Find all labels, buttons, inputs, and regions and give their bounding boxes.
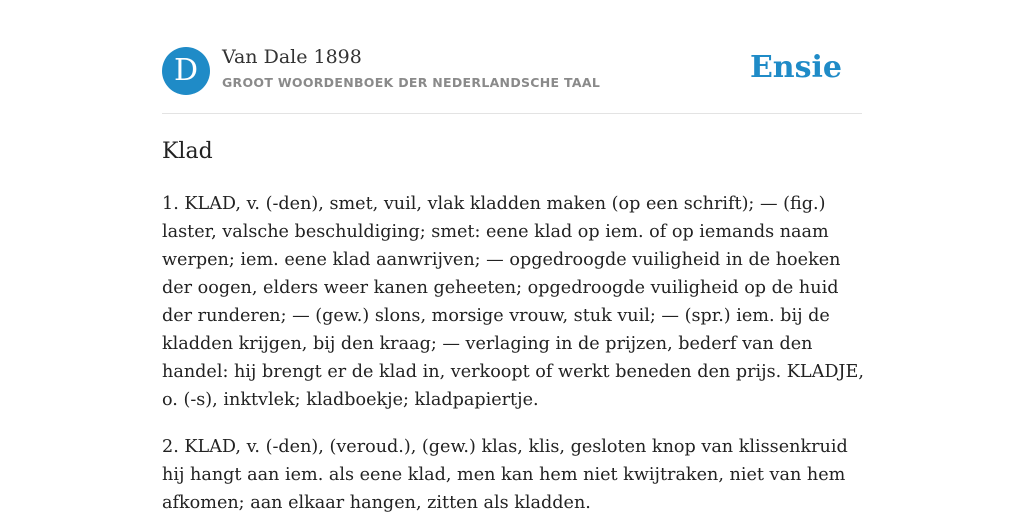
entry-title: Klad bbox=[162, 139, 213, 164]
header bbox=[162, 0, 862, 114]
definition-1: 1. KLAD, v. (-den), smet, vuil, vlak kladden maken (op een schrift); — (fig.) laster, valsche beschuldiging; smet: eene klad op iem. of op iemands naam werpen; iem. eene klad aanwrijven; — opgedroogde vuiligheid in de hoeken der oogen, elders weer kanen geheeten; opgedroogde vuiligheid op de huid der runderen; — (gew.) slons, morsige vrouw, stuk vuil; — (spr.) iem. bij de kladden krijgen, bij den kraag; — verlaging in de prijzen, bederf van den handel: hij brengt er de klad in, verkoopt of werkt beneden den prijs. KLADJE, o. (-s), inktvlek; kladboekje; kladpapiertje. bbox=[162, 194, 864, 410]
dictionary-avatar[interactable]: D bbox=[162, 47, 210, 95]
definition-2: 2. KLAD, v. (-den), (veroud.), (gew.) klas, klis, gesloten knop van klissenkruid hij hangt aan iem. als eene klad, men kan hem niet kwijtraken, niet van hem afkomen; aan elkaar hangen, zitten als kladden. bbox=[162, 437, 848, 512]
dictionary-subtitle: GROOT WOORDENBOEK DER NEDERLANDSCHE TAAL bbox=[222, 75, 601, 90]
page-container bbox=[162, 0, 864, 512]
definitions bbox=[162, 190, 866, 512]
brand-logo[interactable]: Ensie bbox=[749, 50, 842, 85]
dictionary-title[interactable]: Van Dale 1898 bbox=[222, 46, 362, 68]
